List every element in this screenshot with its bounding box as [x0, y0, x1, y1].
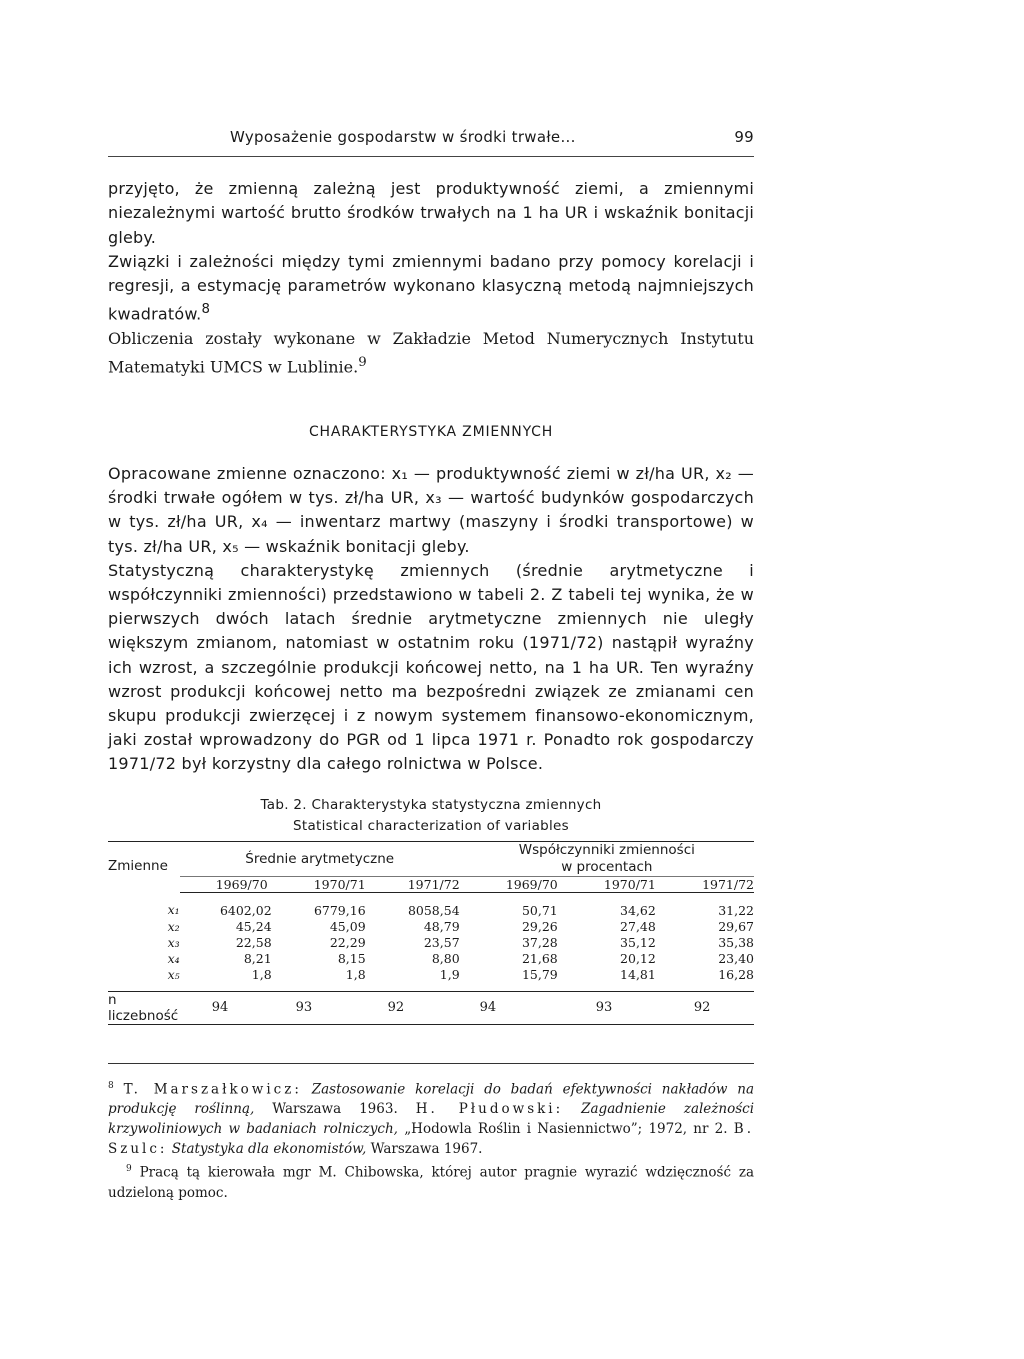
intro-paragraph-3: Obliczenia zostały wykonane w Zakładzie Metod Numerycznych Instytutu Matematyki UMCS w Lublinie.$^9$: [108, 329, 754, 377]
footnote-ref-8: 8: [201, 302, 211, 318]
table-cell: 1,8: [251, 966, 272, 982]
variable-label: x₄: [167, 950, 180, 966]
table-cell: 6402,02: [219, 902, 272, 918]
footnote-place: Warszawa 1967.: [370, 1141, 483, 1158]
table-row: [108, 892, 754, 919]
table-cell: 16,28: [718, 966, 754, 982]
footnote-8-number: 8: [108, 1080, 114, 1091]
section-body: [108, 462, 754, 777]
count-label: n liczebność: [108, 991, 179, 1024]
table-cell: 29,67: [718, 918, 754, 934]
footnotes: [108, 1063, 754, 1203]
table-cell: 6779,16: [313, 902, 366, 918]
table-cell: 45,09: [329, 918, 366, 934]
table-caption: [108, 795, 754, 837]
table-cell: 20,12: [620, 950, 656, 966]
count-cell: 92: [656, 991, 754, 1024]
table-cell: 22,58: [235, 934, 272, 950]
table-row: [108, 967, 754, 992]
table-cell: 29,26: [521, 918, 558, 934]
table-cell: 31,22: [718, 902, 754, 918]
year-header: 1969/70: [460, 876, 558, 892]
table-cell: 14,81: [620, 966, 656, 982]
table-cell: 15,79: [521, 966, 558, 982]
table-cell: 23,57: [423, 934, 460, 950]
count-cell: 94: [180, 991, 272, 1024]
table-cell: 27,48: [620, 918, 656, 934]
col-header-variables: Zmienne: [108, 841, 180, 892]
table-cell: 21,68: [521, 950, 558, 966]
table-cell: 8,80: [431, 950, 460, 966]
running-header: [108, 128, 754, 157]
table-cell: 50,71: [521, 902, 558, 918]
footnote-place: Warszawa 1963.: [272, 1101, 398, 1118]
col-group-cv-line1: Współczynniki zmienności: [518, 841, 695, 858]
table-cell: 34,62: [620, 902, 656, 918]
footnote-ref-9: 9: [358, 355, 367, 371]
table-caption-pl: Tab. 2. Charakterystyka statystyczna zmiennych: [260, 796, 602, 813]
year-header: 1971/72: [366, 876, 460, 892]
footnote-publication: „Hodowla Roślin i Nasiennictwo”; 1972, nr 2.: [404, 1121, 728, 1138]
table-cell: 45,24: [235, 918, 272, 934]
footnote-9-text: Pracą tą kierowała mgr M. Chibowska, której autor pragnie wyrazić wdzięczność za udzieloną pomoc.: [108, 1164, 754, 1201]
variable-label: x₃: [167, 934, 180, 950]
col-group-cv-line2: w procentach: [561, 858, 653, 875]
year-header: 1971/72: [656, 876, 754, 892]
statistics-table: [108, 841, 754, 1025]
table-cell: 35,38: [718, 934, 754, 950]
table-cell: 1,8: [345, 966, 366, 982]
footnote-title: Statystyka dla ekonomistów,: [171, 1141, 367, 1158]
table-row: [108, 935, 754, 951]
footnote-author: B. Szulc:: [108, 1121, 755, 1158]
running-title: Wyposażenie gospodarstw w środki trwałe...: [230, 128, 576, 146]
table-cell: 1,9: [439, 966, 460, 982]
year-header: 1969/70: [180, 876, 272, 892]
table-body: [108, 892, 754, 991]
col-group-means: Średnie arytmetyczne: [180, 841, 460, 876]
table-cell: 23,40: [718, 950, 754, 966]
count-cell: 93: [272, 991, 366, 1024]
footnote-title: Zastosowanie korelacji do badań efektywności nakładów na produkcję roślinną,: [108, 1081, 755, 1118]
table-row: [108, 919, 754, 935]
variable-label: x₅: [167, 966, 180, 982]
table-cell: 48,79: [423, 918, 460, 934]
count-cell: 93: [558, 991, 656, 1024]
page: [108, 128, 754, 1203]
table-caption-en: Statistical characterization of variables: [293, 817, 569, 834]
table-cell: 8,15: [337, 950, 366, 966]
footnote-9: [108, 1159, 754, 1203]
table-cell: 8058,54: [407, 902, 460, 918]
table-cell: 37,28: [521, 934, 558, 950]
variable-label: x₂: [167, 918, 180, 934]
table-row: [108, 951, 754, 967]
footnote-9-number: 9: [126, 1164, 132, 1175]
footnote-author: H. Płudowski:: [415, 1101, 564, 1118]
page-number: 99: [734, 128, 754, 146]
count-cell: 94: [460, 991, 558, 1024]
footnote-title: Zagadnienie zależności krzywoliniowych w badaniach rolniczych,: [108, 1101, 755, 1138]
intro-paragraph-2: Związki i zależności między tymi zmiennymi badano przy pomocy korelacji i regresji, a estymację parametrów wykonano klasyczną metodą najmniejszych kwadratów.$^8$: [108, 251, 754, 324]
col-group-cv: [460, 841, 754, 876]
footnote-8: [108, 1076, 754, 1160]
year-header: 1970/71: [558, 876, 656, 892]
count-cell: 92: [366, 991, 460, 1024]
footnote-author: T. Marszałkowicz:: [123, 1081, 302, 1098]
table-cell: 22,29: [329, 934, 366, 950]
intro-paragraph-1: przyjęto, że zmienną zależną jest produktywność ziemi, a zmiennymi niezależnymi wartość brutto środków trwałych na 1 ha UR i wskaźnik bonitacji gleby.: [108, 179, 754, 247]
variable-label: x₁: [167, 902, 180, 918]
year-header: 1970/71: [272, 876, 366, 892]
table-cell: 8,21: [243, 950, 272, 966]
section-title: CHARAKTERYSTYKA ZMIENNYCH: [308, 424, 554, 441]
section-paragraph-1: Opracowane zmienne oznaczono: x₁ — produktywność ziemi w zł/ha UR, x₂ — środki trwałe ogółem w tys. zł/ha UR, x₃ — wartość budynków gospodarczych w tys. zł/ha UR, x₄ — inwentarz martwy (maszyny i środki transportowe) w tys. zł/ha UR, x₅ — wskaźnik bonitacji gleby.: [108, 464, 754, 556]
count-row: [108, 991, 754, 1024]
table-cell: 35,12: [620, 934, 656, 950]
section-paragraph-2: Statystyczną charakterystykę zmiennych (średnie arytmetyczne i współczynniki zmienności) przedstawiono w tabeli 2. Z tabeli tej wynika, że w pierwszych dwóch latach średnie arytmetyczne zmiennych nie uległy większym zmianom, natomiast w ostatnim roku (1971/72) nastąpił wyraźny ich wzrost, a szczególnie produkcji końcowej netto, na 1 ha UR. Ten wyraźny wzrost produkcji końcowej netto ma bezpośredni związek ze zmianami cen skupu produkcji zwierzęcej i z nowym systemem finansowo-ekonomicznym, jaki został wprowadzony do PGR od 1 lipca 1971 r. Ponadto rok gospodarczy 1971/72 był korzystny dla całego rolnictwa w Polsce.: [108, 560, 754, 774]
